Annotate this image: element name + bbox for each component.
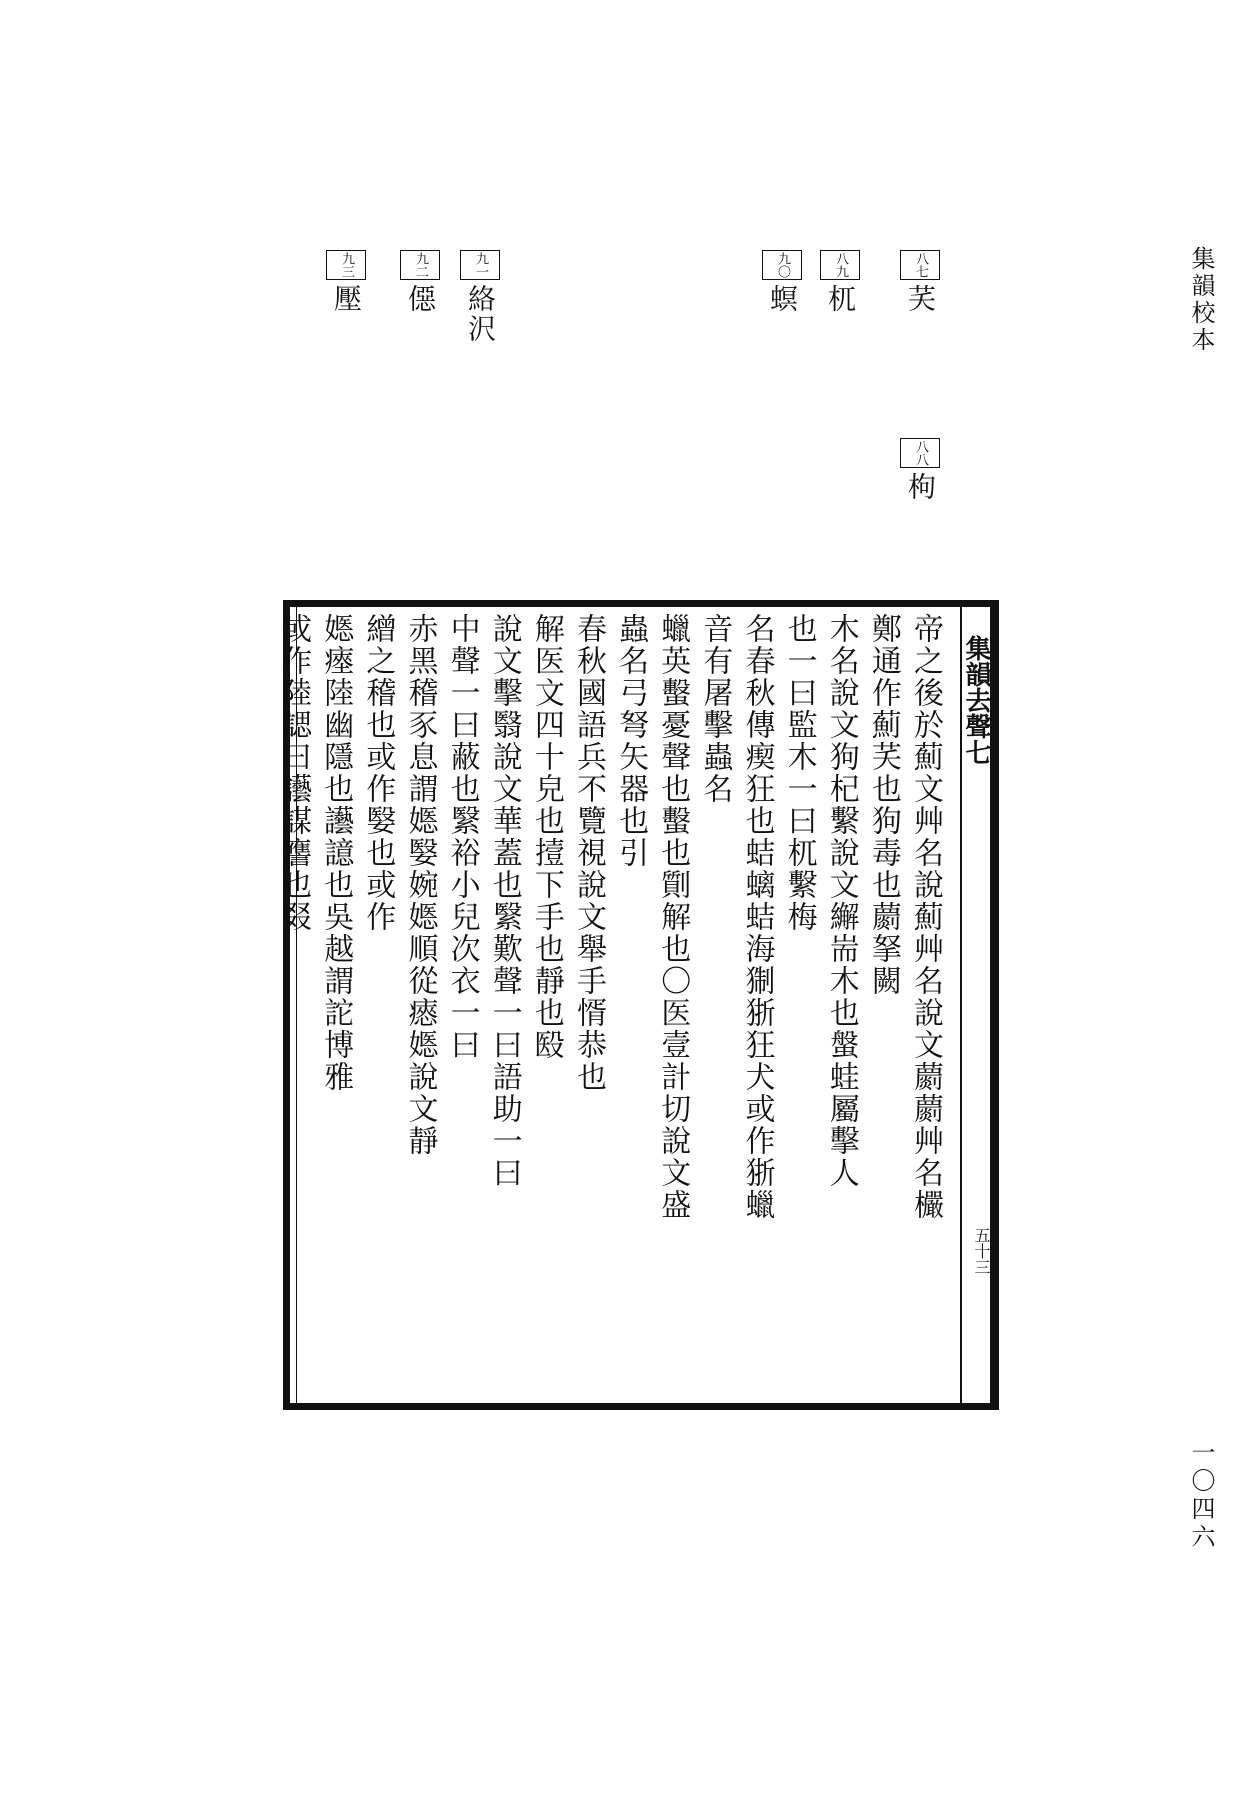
collation-note xyxy=(326,250,366,314)
text-column: 春秋國語兵不覽視說文舉手㥠恭也 xyxy=(571,613,606,1093)
text-column: 也一曰監木一曰杌繫梅 xyxy=(781,613,817,933)
note-number: 九三 xyxy=(326,250,366,280)
note-text: 芺 xyxy=(904,284,937,314)
note-number: 八九 xyxy=(820,250,860,280)
margin-folio: 五十三 xyxy=(972,1227,991,1275)
collation-note xyxy=(460,250,500,344)
text-column: 解医文四十皃也撎下手也靜也殹 xyxy=(528,613,564,1061)
text-column: 說文擊翳說文華蓋也繄歎聲一曰語助一曰 xyxy=(486,613,522,1189)
note-number: 九一 xyxy=(460,250,500,280)
collation-note xyxy=(900,250,940,314)
text-column: 蟲名弓弩矢器也引 xyxy=(613,613,649,869)
text-column: 音有屠擊蟲名 xyxy=(697,613,733,805)
text-columns xyxy=(276,613,956,1397)
note-number: 八八 xyxy=(900,438,940,468)
collation-note xyxy=(762,250,802,314)
note-text: 螟 xyxy=(766,284,799,314)
text-column: 帝之後於薊文艸名說薊艸名說文蘮蘮艸名欕 xyxy=(908,613,943,1221)
note-number: 九二 xyxy=(400,250,440,280)
text-column: 赤黑稽豕息謂嫕嫛婉嫕順從瘱嫕說文靜 xyxy=(402,613,438,1157)
note-text: 壓 xyxy=(330,284,363,314)
text-column: 或作陸諰曰讛謀譍也叕 xyxy=(276,613,312,933)
text-column: 繒之稽也或作嫛也或作 xyxy=(360,613,396,933)
collation-note xyxy=(900,438,940,502)
text-column: 名春秋傳瘈狂也蛣螭蛣海猘狾狂犬或作狾蠟 xyxy=(739,613,775,1221)
margin-title: 集韻去聲七 xyxy=(961,635,991,765)
running-title: 集韻校本 xyxy=(1187,246,1215,354)
note-text: 僫 xyxy=(404,284,437,314)
note-text: 枸 xyxy=(904,472,937,502)
page-number: 一〇四六 xyxy=(1187,1440,1215,1552)
text-column: 中聲一曰蔽也繄裕小兒次衣一曰 xyxy=(444,613,480,1061)
text-column: 木名說文狗杞繫說文繲耑木也螌蛙屬擊人 xyxy=(823,613,859,1189)
note-text: 杌 xyxy=(824,284,857,314)
text-column: 蠟英蟿憂聲也蟿也劕解也〇医壹計切說文盛 xyxy=(655,613,691,1221)
text-column: 鄭通作薊芺也狗毒也蘮拏闕 xyxy=(865,613,901,997)
woodblock-facsimile xyxy=(276,600,999,1410)
note-text: 絡沢 xyxy=(464,284,497,344)
collation-note xyxy=(400,250,440,314)
note-number: 九〇 xyxy=(762,250,802,280)
text-column: 嫕瘞陸幽隱也讛譩也吳越謂詑博雅 xyxy=(318,613,354,1093)
note-number: 八七 xyxy=(900,250,940,280)
collation-notes xyxy=(300,250,960,550)
collation-note xyxy=(820,250,860,314)
